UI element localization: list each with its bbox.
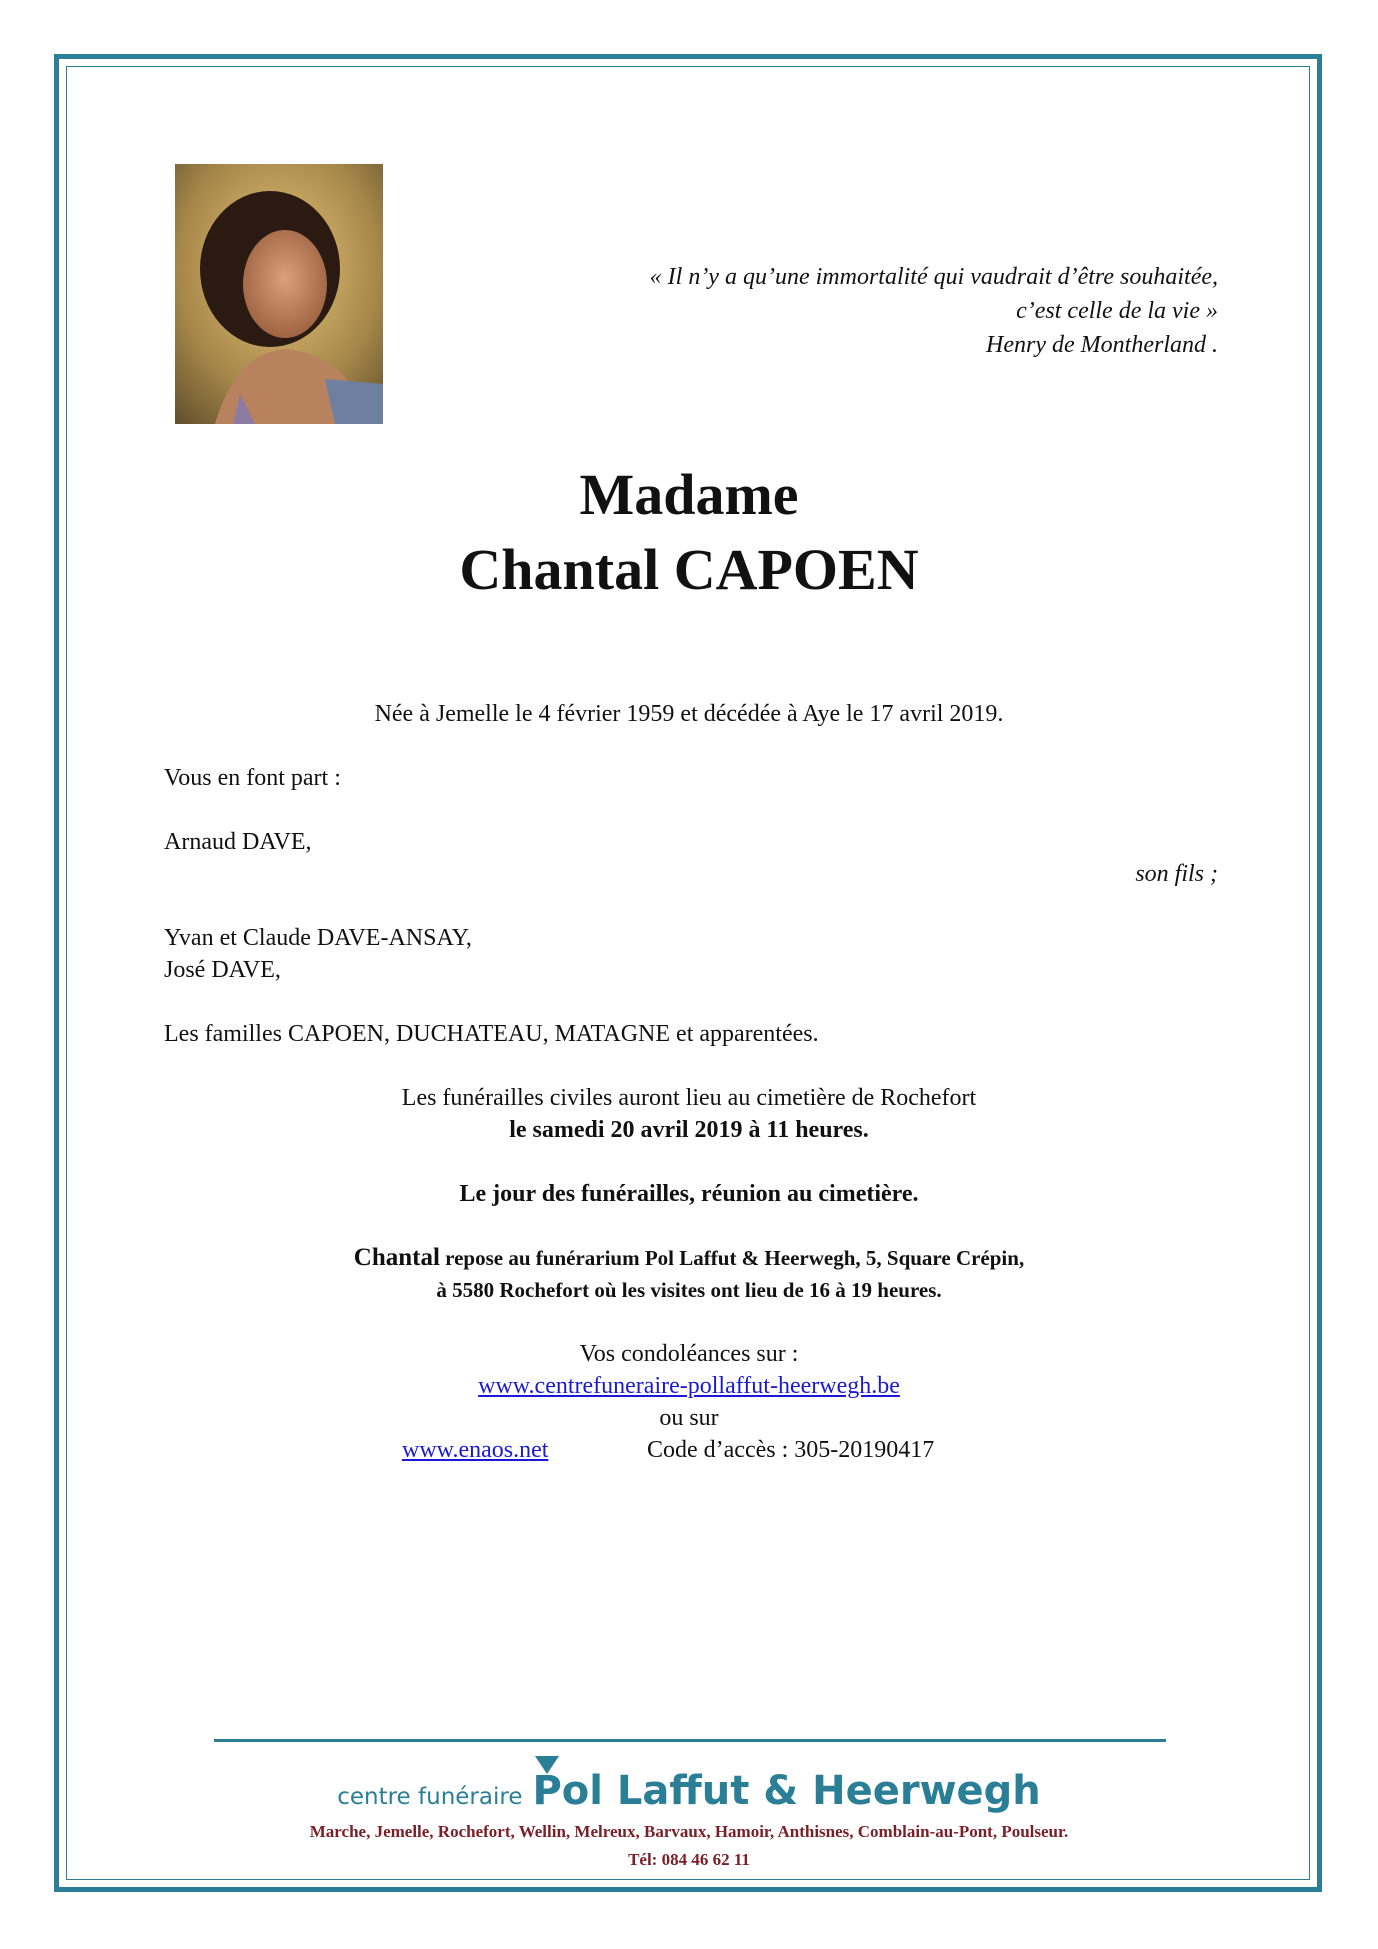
footer-towns: Marche, Jemelle, Rochefort, Wellin, Melreux, Barvaux, Hamoir, Anthisnes, Comblain-au-Pont, Poulseur. (309, 1822, 1069, 1841)
rest-name: Chantal (353, 1244, 440, 1271)
quote-line-1: « Il n’y a qu’une immortalité qui vaudrait d’être souhaitée, (649, 264, 1218, 290)
title-name: Chantal CAPOEN (459, 537, 919, 602)
son-name: Arnaud DAVE, (164, 829, 312, 855)
quote-author: Henry de Montherland . (986, 332, 1218, 358)
portrait-photo (175, 164, 383, 424)
family-line-1: Yvan et Claude DAVE-ANSAY, (164, 925, 472, 951)
reunion-line: Le jour des funérailles, réunion au cimetière. (459, 1181, 919, 1207)
condolences-label: Vos condoléances sur : (579, 1341, 799, 1367)
condolences-link-2[interactable]: www.enaos.net (402, 1437, 549, 1463)
condolences-link-row (0, 1370, 1378, 1402)
footer-brand (0, 1768, 1378, 1814)
condolences-link-1[interactable]: www.centrefuneraire-pollaffut-heerwegh.be (478, 1373, 900, 1399)
birth-death-line: Née à Jemelle le 4 février 1959 et décédée à Aye le 17 avril 2019. (374, 701, 1004, 727)
condolences-or: ou sur (659, 1405, 719, 1431)
quote-line-2: c’est celle de la vie » (1016, 298, 1218, 324)
brand-small-text: centre funéraire (337, 1784, 523, 1810)
rest-text: repose au funérarium Pol Laffut & Heerwegh, 5, Square Crépin, (439, 1246, 1025, 1270)
footer-rule (214, 1739, 1166, 1742)
footer-phone: Tél: 084 46 62 11 (628, 1850, 750, 1869)
rest-line-1 (0, 1242, 1378, 1274)
funeral-line-1: Les funérailles civiles auront lieu au cimetière de Rochefort (401, 1085, 977, 1111)
family-line-2: José DAVE, (164, 957, 281, 983)
access-code: Code d’accès : 305-20190417 (647, 1437, 935, 1463)
quote-block (650, 260, 1218, 362)
rest-line-2: à 5580 Rochefort où les visites ont lieu de 16 à 19 heures. (436, 1278, 942, 1302)
families-line: Les familles CAPOEN, DUCHATEAU, MATAGNE et apparentées. (164, 1021, 819, 1047)
condolences-link-row-2 (402, 1434, 548, 1466)
son-relation: son fils ; (1135, 861, 1218, 887)
title-honorific: Madame (579, 462, 799, 527)
funeral-line-2: le samedi 20 avril 2019 à 11 heures. (509, 1117, 869, 1143)
announce-line: Vous en font part : (164, 765, 341, 791)
brand-name: Pol Laffut & Heerwegh (532, 1768, 1041, 1814)
